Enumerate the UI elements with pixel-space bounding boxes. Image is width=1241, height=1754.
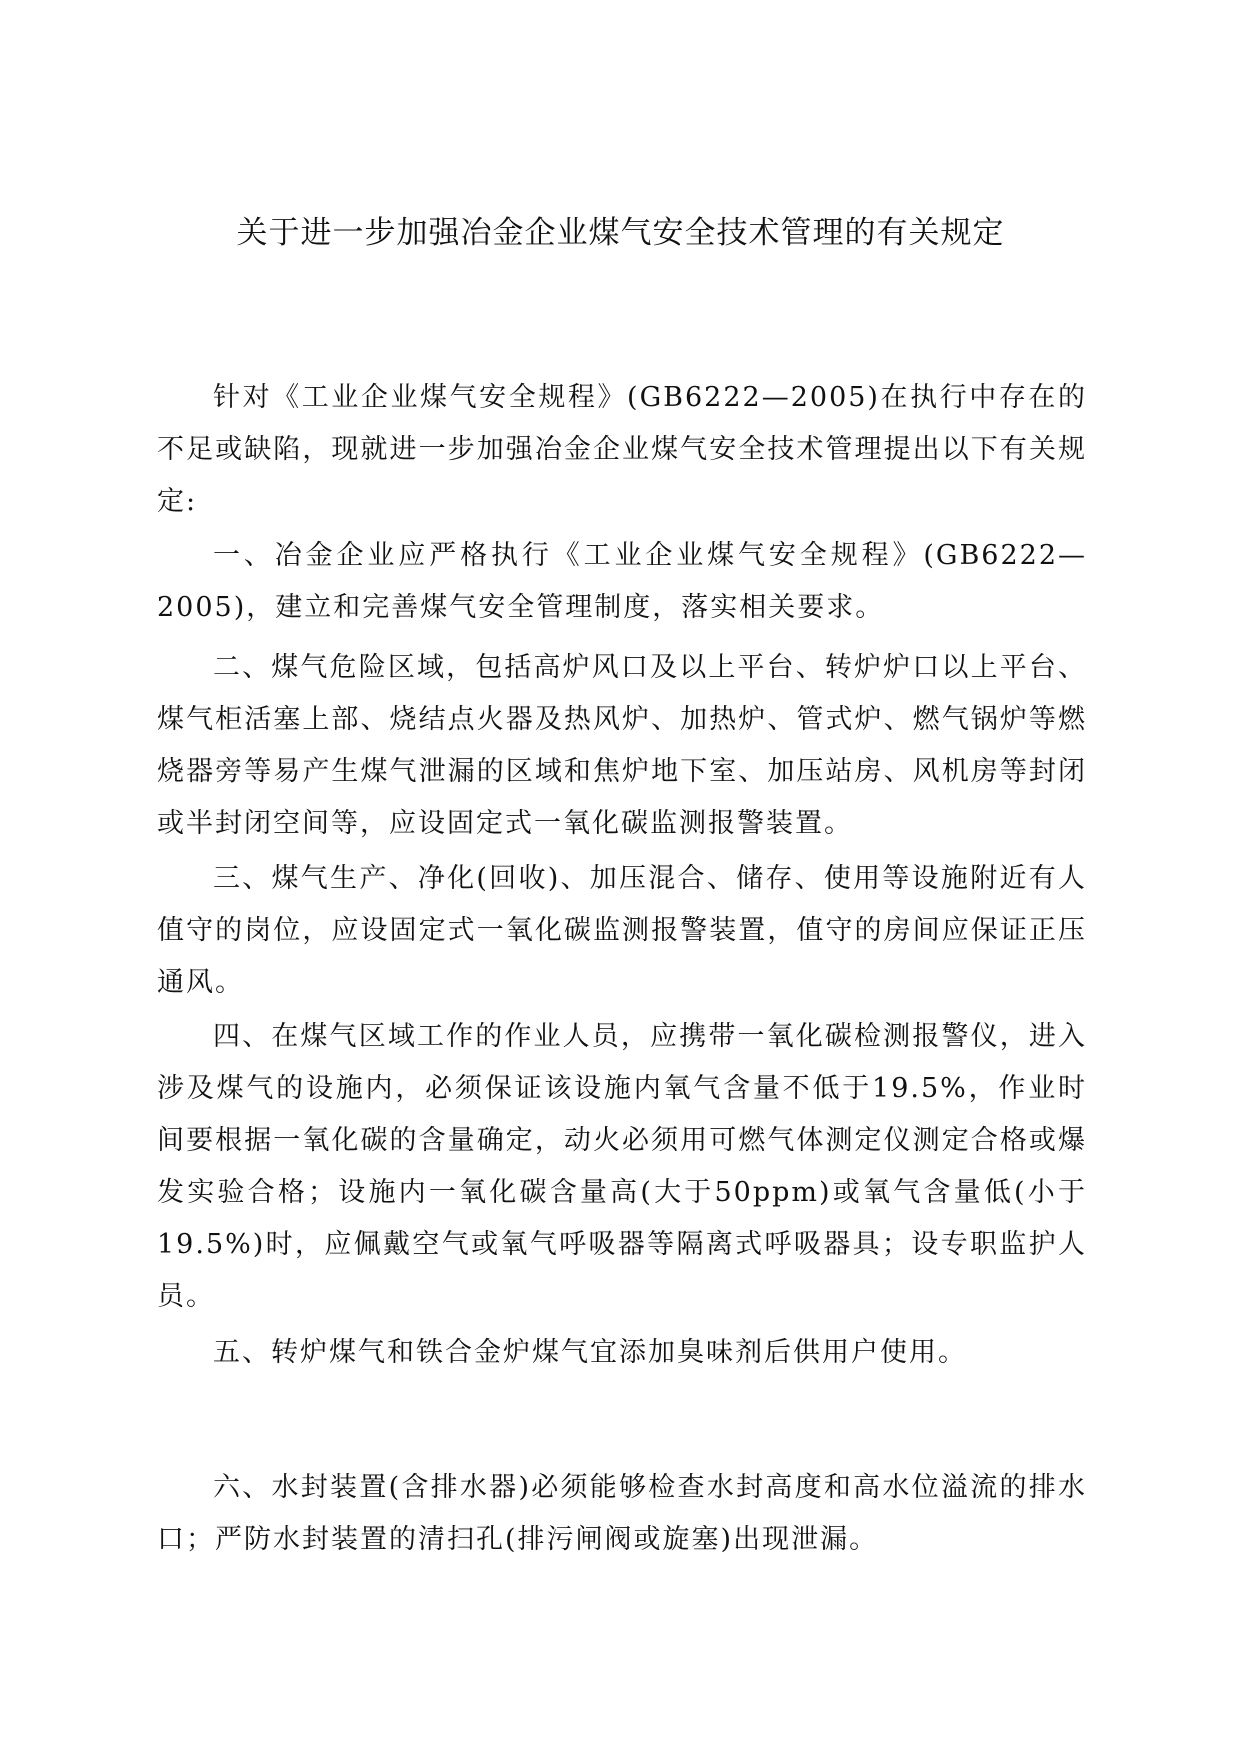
provision-6: 六、水封装置(含排水器)必须能够检查水封高度和高水位溢流的排水口；严防水封装置的清扫孔(排污闸阀或旋塞)出现泄漏。 (157, 1472, 1087, 1555)
provision-3: 三、煤气生产、净化(回收)、加压混合、储存、使用等设施附近有人值守的岗位，应设固定式一氧化碳监测报警装置，值守的房间应保证正压通风。 (157, 863, 1087, 998)
provision-5: 五、转炉煤气和铁合金炉煤气宜添加臭味剂后供用户使用。 (213, 1337, 967, 1368)
document-title: 关于进一步加强冶金企业煤气安全技术管理的有关规定 (236, 215, 1005, 251)
provision-4: 四、在煤气区域工作的作业人员，应携带一氧化碳检测报警仪，进入涉及煤气的设施内，必须保证该设施内氧气含量不低于19.5%，作业时间要根据一氧化碳的含量确定，动火必须用可燃气体测定仪测定合格或爆发实验合格；设施内一氧化碳含量高(大于50ppm)或氧气含量低(小于19.5%)时，应佩戴空气或氧气呼吸器等隔离式呼吸器具；设专职监护人员。 (157, 1021, 1087, 1312)
intro-paragraph: 针对《工业企业煤气安全规程》(GB6222—2005)在执行中存在的不足或缺陷，现就进一步加强冶金企业煤气安全技术管理提出以下有关规定: (157, 382, 1087, 517)
provision-1: 一、冶金企业应严格执行《工业企业煤气安全规程》(GB6222—2005)，建立和完善煤气安全管理制度，落实相关要求。 (157, 540, 1087, 623)
provision-2: 二、煤气危险区域，包括高炉风口及以上平台、转炉炉口以上平台、煤气柜活塞上部、烧结点火器及热风炉、加热炉、管式炉、燃气锅炉等燃烧器旁等易产生煤气泄漏的区域和焦炉地下室、加压站房、风机房等封闭或半封闭空间等，应设固定式一氧化碳监测报警装置。 (157, 652, 1087, 839)
